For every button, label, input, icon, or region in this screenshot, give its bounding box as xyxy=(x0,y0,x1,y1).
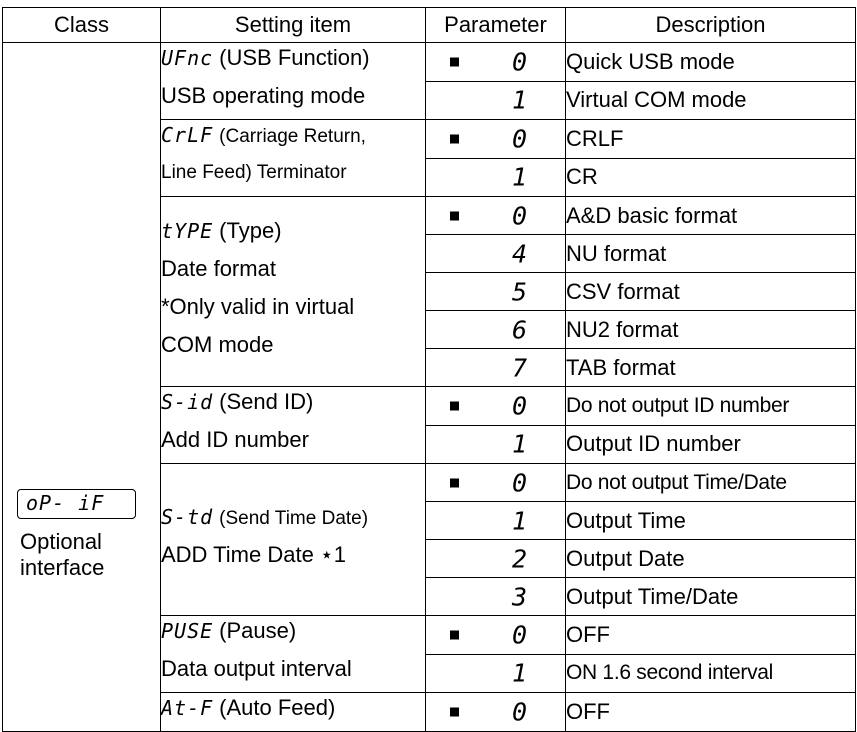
setting-text: USB operating mode xyxy=(161,83,366,108)
description-cell: Output Time xyxy=(566,502,856,540)
header-setting-item: Setting item xyxy=(161,8,426,43)
parameter-value: 3 xyxy=(512,582,529,611)
parameter-value: 1 xyxy=(512,429,529,459)
description-cell: Do not output Time/Date xyxy=(566,464,856,502)
parameter-value: 0 xyxy=(512,47,529,77)
default-marker-icon xyxy=(450,401,459,410)
setting-text: Add ID number xyxy=(161,427,309,452)
setting-text: (Pause) xyxy=(219,618,297,643)
parameter-value: 4 xyxy=(512,239,529,268)
setting-item-line xyxy=(161,120,425,158)
description-cell: Output ID number xyxy=(566,425,856,464)
parameter-cell xyxy=(426,158,566,197)
default-marker-icon xyxy=(450,211,459,220)
header-parameter: Parameter xyxy=(426,8,566,43)
setting-item-line xyxy=(161,654,425,692)
parameter-value: 0 xyxy=(512,201,529,230)
setting-item-line xyxy=(161,254,425,292)
parameter-cell xyxy=(426,120,566,159)
setting-item-line xyxy=(161,540,425,578)
setting-code: PUSE xyxy=(161,619,214,643)
parameter-cell xyxy=(426,43,566,82)
default-marker-icon xyxy=(450,708,459,717)
class-label-line: Optional xyxy=(20,529,102,554)
setting-item-cell xyxy=(161,43,426,120)
parameter-cell xyxy=(426,616,566,655)
setting-text: (USB Function) xyxy=(219,45,370,70)
setting-code: S-id xyxy=(161,390,214,414)
description-cell: CRLF xyxy=(566,120,856,159)
table-row xyxy=(3,43,856,82)
class-cell xyxy=(3,43,161,732)
parameter-cell xyxy=(426,235,566,273)
setting-item-cell xyxy=(161,387,426,464)
parameter-cell xyxy=(426,654,566,693)
parameter-cell xyxy=(426,464,566,502)
parameter-value: 0 xyxy=(512,468,529,497)
description-cell: Virtual COM mode xyxy=(566,81,856,120)
parameter-cell xyxy=(426,273,566,311)
setting-item-cell xyxy=(161,464,426,616)
table-body xyxy=(3,43,856,732)
parameter-value: 0 xyxy=(512,124,529,154)
setting-item-line xyxy=(161,330,425,368)
description-cell: NU2 format xyxy=(566,311,856,349)
description-cell: Quick USB mode xyxy=(566,43,856,82)
setting-item-line xyxy=(161,43,425,81)
default-marker-icon xyxy=(450,630,459,639)
parameter-value: 6 xyxy=(512,315,529,344)
setting-item-line xyxy=(161,387,425,425)
default-marker-icon xyxy=(450,134,459,143)
parameter-value: 0 xyxy=(512,620,529,650)
setting-item-line xyxy=(161,81,425,119)
parameter-cell xyxy=(426,693,566,732)
parameter-cell xyxy=(426,502,566,540)
class-label-line: interface xyxy=(20,555,105,580)
description-cell: Do not output ID number xyxy=(566,387,856,426)
description-cell: ON 1.6 second interval xyxy=(566,654,856,693)
class-code-display xyxy=(17,489,136,519)
setting-item-line xyxy=(161,502,425,540)
parameter-cell xyxy=(426,387,566,426)
parameter-cell xyxy=(426,311,566,349)
parameter-value: 0 xyxy=(512,697,529,727)
parameter-value: 1 xyxy=(512,162,529,192)
description-cell: A&D basic format xyxy=(566,197,856,235)
description-cell: NU format xyxy=(566,235,856,273)
header-row xyxy=(3,8,856,43)
setting-item-line xyxy=(161,216,425,254)
description-cell: Output Date xyxy=(566,540,856,578)
header-description: Description xyxy=(566,8,856,43)
default-marker-icon xyxy=(450,57,459,66)
setting-code: UFnc xyxy=(161,46,214,70)
setting-code: S-td xyxy=(161,504,214,529)
default-marker-icon xyxy=(450,478,459,487)
description-cell: OFF xyxy=(566,616,856,655)
setting-text: *Only valid in virtual xyxy=(161,293,355,319)
parameter-cell xyxy=(426,425,566,464)
class-label xyxy=(20,529,160,581)
settings-table xyxy=(2,7,856,732)
parameter-value: 2 xyxy=(512,544,529,573)
description-cell: Output Time/Date xyxy=(566,578,856,616)
parameter-value: 7 xyxy=(512,353,529,382)
setting-item-cell xyxy=(161,120,426,197)
setting-text: (Carriage Return, xyxy=(219,126,366,147)
parameter-cell xyxy=(426,197,566,235)
header-class: Class xyxy=(3,8,161,43)
setting-item-line xyxy=(161,292,425,330)
setting-item-line xyxy=(161,693,425,731)
setting-text: (Send Time Date) xyxy=(219,507,369,529)
parameter-value: 1 xyxy=(512,85,529,115)
description-cell: OFF xyxy=(566,693,856,732)
setting-item-line xyxy=(161,425,425,463)
parameter-cell xyxy=(426,578,566,616)
description-cell: CR xyxy=(566,158,856,197)
setting-text: (Auto Feed) xyxy=(219,695,336,720)
description-cell: TAB format xyxy=(566,349,856,387)
setting-text: (Type) xyxy=(219,217,282,243)
setting-item-line xyxy=(161,158,425,196)
setting-text: Data output interval xyxy=(161,656,352,681)
setting-code: At-F xyxy=(161,696,214,720)
parameter-value: 1 xyxy=(512,658,529,688)
parameter-value: 0 xyxy=(512,391,529,421)
setting-code: CrLF xyxy=(161,123,214,147)
setting-text: ADD Time Date ⋆1 xyxy=(161,541,346,567)
setting-item-cell xyxy=(161,197,426,387)
setting-item-cell xyxy=(161,616,426,693)
setting-text: (Send ID) xyxy=(219,389,314,414)
setting-code: tYPE xyxy=(161,218,214,243)
setting-text: Line Feed) Terminator xyxy=(161,162,347,183)
setting-item-cell xyxy=(161,693,426,732)
parameter-cell xyxy=(426,540,566,578)
setting-item-line xyxy=(161,616,425,654)
class-code: oP- iF xyxy=(26,491,105,515)
description-cell: CSV format xyxy=(566,273,856,311)
setting-text: Date format xyxy=(161,255,276,281)
parameter-value: 5 xyxy=(512,277,529,306)
parameter-cell xyxy=(426,349,566,387)
setting-text: COM mode xyxy=(161,331,274,357)
parameter-cell xyxy=(426,81,566,120)
parameter-value: 1 xyxy=(512,506,529,535)
